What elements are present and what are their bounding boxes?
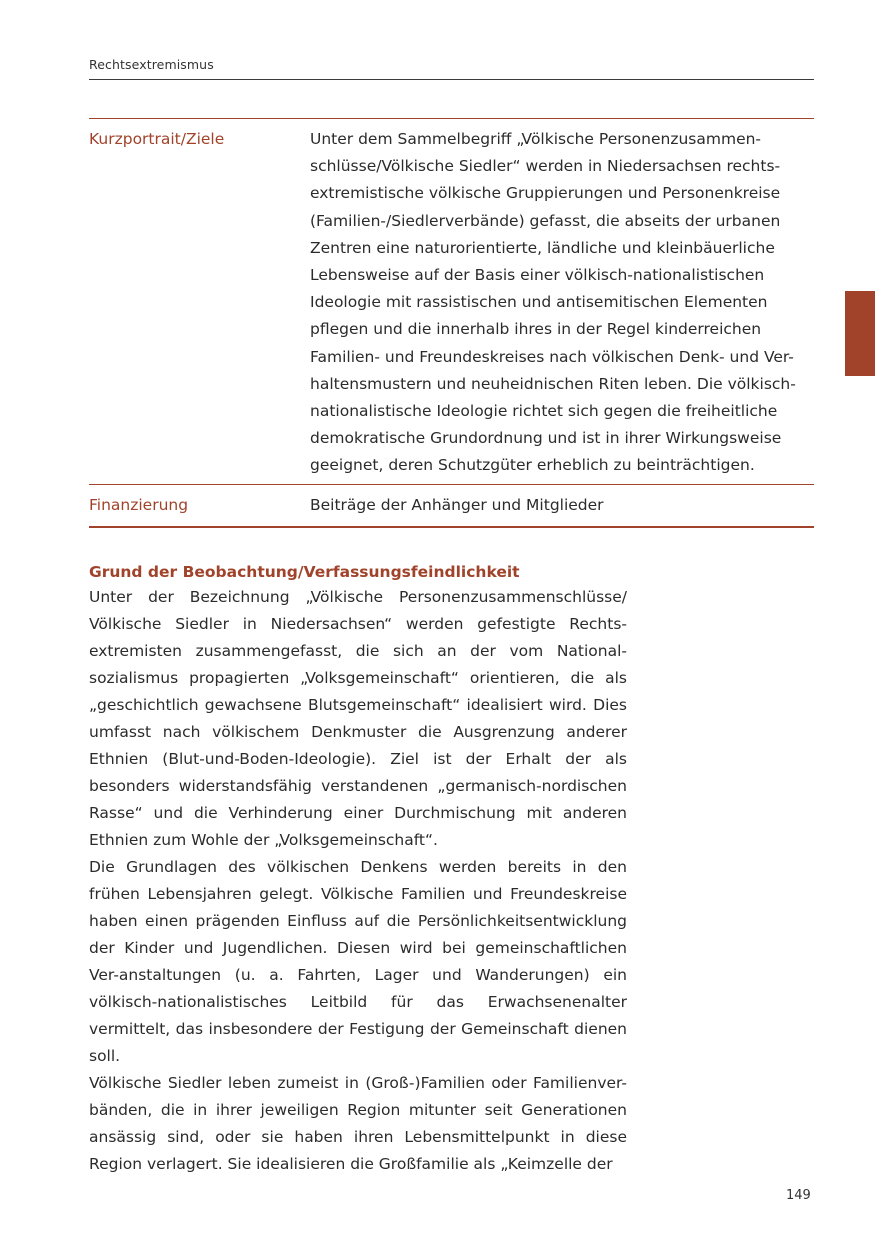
header-rule <box>89 79 814 80</box>
row-label: Finanzierung <box>89 495 189 514</box>
running-title: Rechtsextremismus <box>89 57 214 72</box>
observation-section <box>89 560 627 1178</box>
row-value: Unter dem Sammelbegriff „Völkische Personenzusammen-schlüsse/Völkische Siedler“ werden in Niedersachsen rechts-extremistische völkische Gruppierungen und Personenkreise (Familien-/Siedlerverbände) gefasst, die abseits der urbanen Zentren eine naturorientierte, ländliche und kleinbäuerliche Lebensweise auf der Basis einer völkisch-nationalistischen Ideologie mit rassistischen und antisemitischen Elementen pflegen und die innerhalb ihres in der Regel kinderreichen Familien- und Freundeskreises nach völkischen Denk- und Ver-haltensmustern und neuheidnischen Riten leben. Die völkisch-nationalistische Ideologie richtet sich gegen die freiheitliche demokratische Grundordnung und ist in ihrer Wirkungsweise geeignet, deren Schutzgüter erheblich zu beinträchtigen. <box>310 130 796 475</box>
paragraph: Die Grundlagen des völkischen Denkens werden bereits in den frühen Lebensjahren gelegt. Völkische Familien und Freundeskreise haben einen prägenden Einfluss auf die Persönlichkeitsentwicklung der Kinder und Jugendlichen. Diesen wird bei gemeinschaftlichen Ver-anstaltungen (u. a. Fahrten, Lager und Wanderungen) ein völkisch-nationalistisches Leitbild für das Erwachsenenalter vermittelt, das insbesondere der Festigung der Gemeinschaft dienen soll. <box>89 858 627 1065</box>
table-row-finanzierung <box>89 484 814 526</box>
table-row-kurzportrait <box>89 119 814 484</box>
page-number: 149 <box>786 1188 811 1203</box>
paragraph: Unter der Bezeichnung „Völkische Personenzusammenschlüsse/ Völkische Siedler in Niedersachsen“ werden gefestigte Rechts-extremisten zusammengefasst, die sich an der vom National-sozialismus propagierten „Volksgemeinschaft“ orientieren, die als „geschichtlich gewachsene Blutsgemeinschaft“ idealisiert wird. Dies umfasst nach völkischem Denkmuster die Ausgrenzung anderer Ethnien (Blut-und-Boden-Ideologie). Ziel ist der Erhalt der als besonders widerstandsfähig verstandenen „germanisch-nordischen Rasse“ und die Verhinderung einer Durchmischung mit anderen Ethnien zum Wohle der „Volksgemeinschaft“. <box>89 588 627 849</box>
paragraph: Völkische Siedler leben zumeist in (Groß-)Familien oder Familienver-bänden, die in ihrer jeweiligen Region mitunter seit Generationen ansässig sind, oder sie haben ihren Lebensmittelpunkt in diese Region verlagert. Sie idealisieren die Großfamilie als „Keimzelle der <box>89 1074 627 1173</box>
row-value: Beiträge der Anhänger und Mitglieder <box>310 495 604 514</box>
row-label: Kurzportrait/Ziele <box>89 130 225 148</box>
chapter-tab-marker <box>845 291 875 376</box>
section-heading: Grund der Beobachtung/Verfassungsfeindlichkeit <box>89 563 520 581</box>
profile-table <box>89 118 814 528</box>
